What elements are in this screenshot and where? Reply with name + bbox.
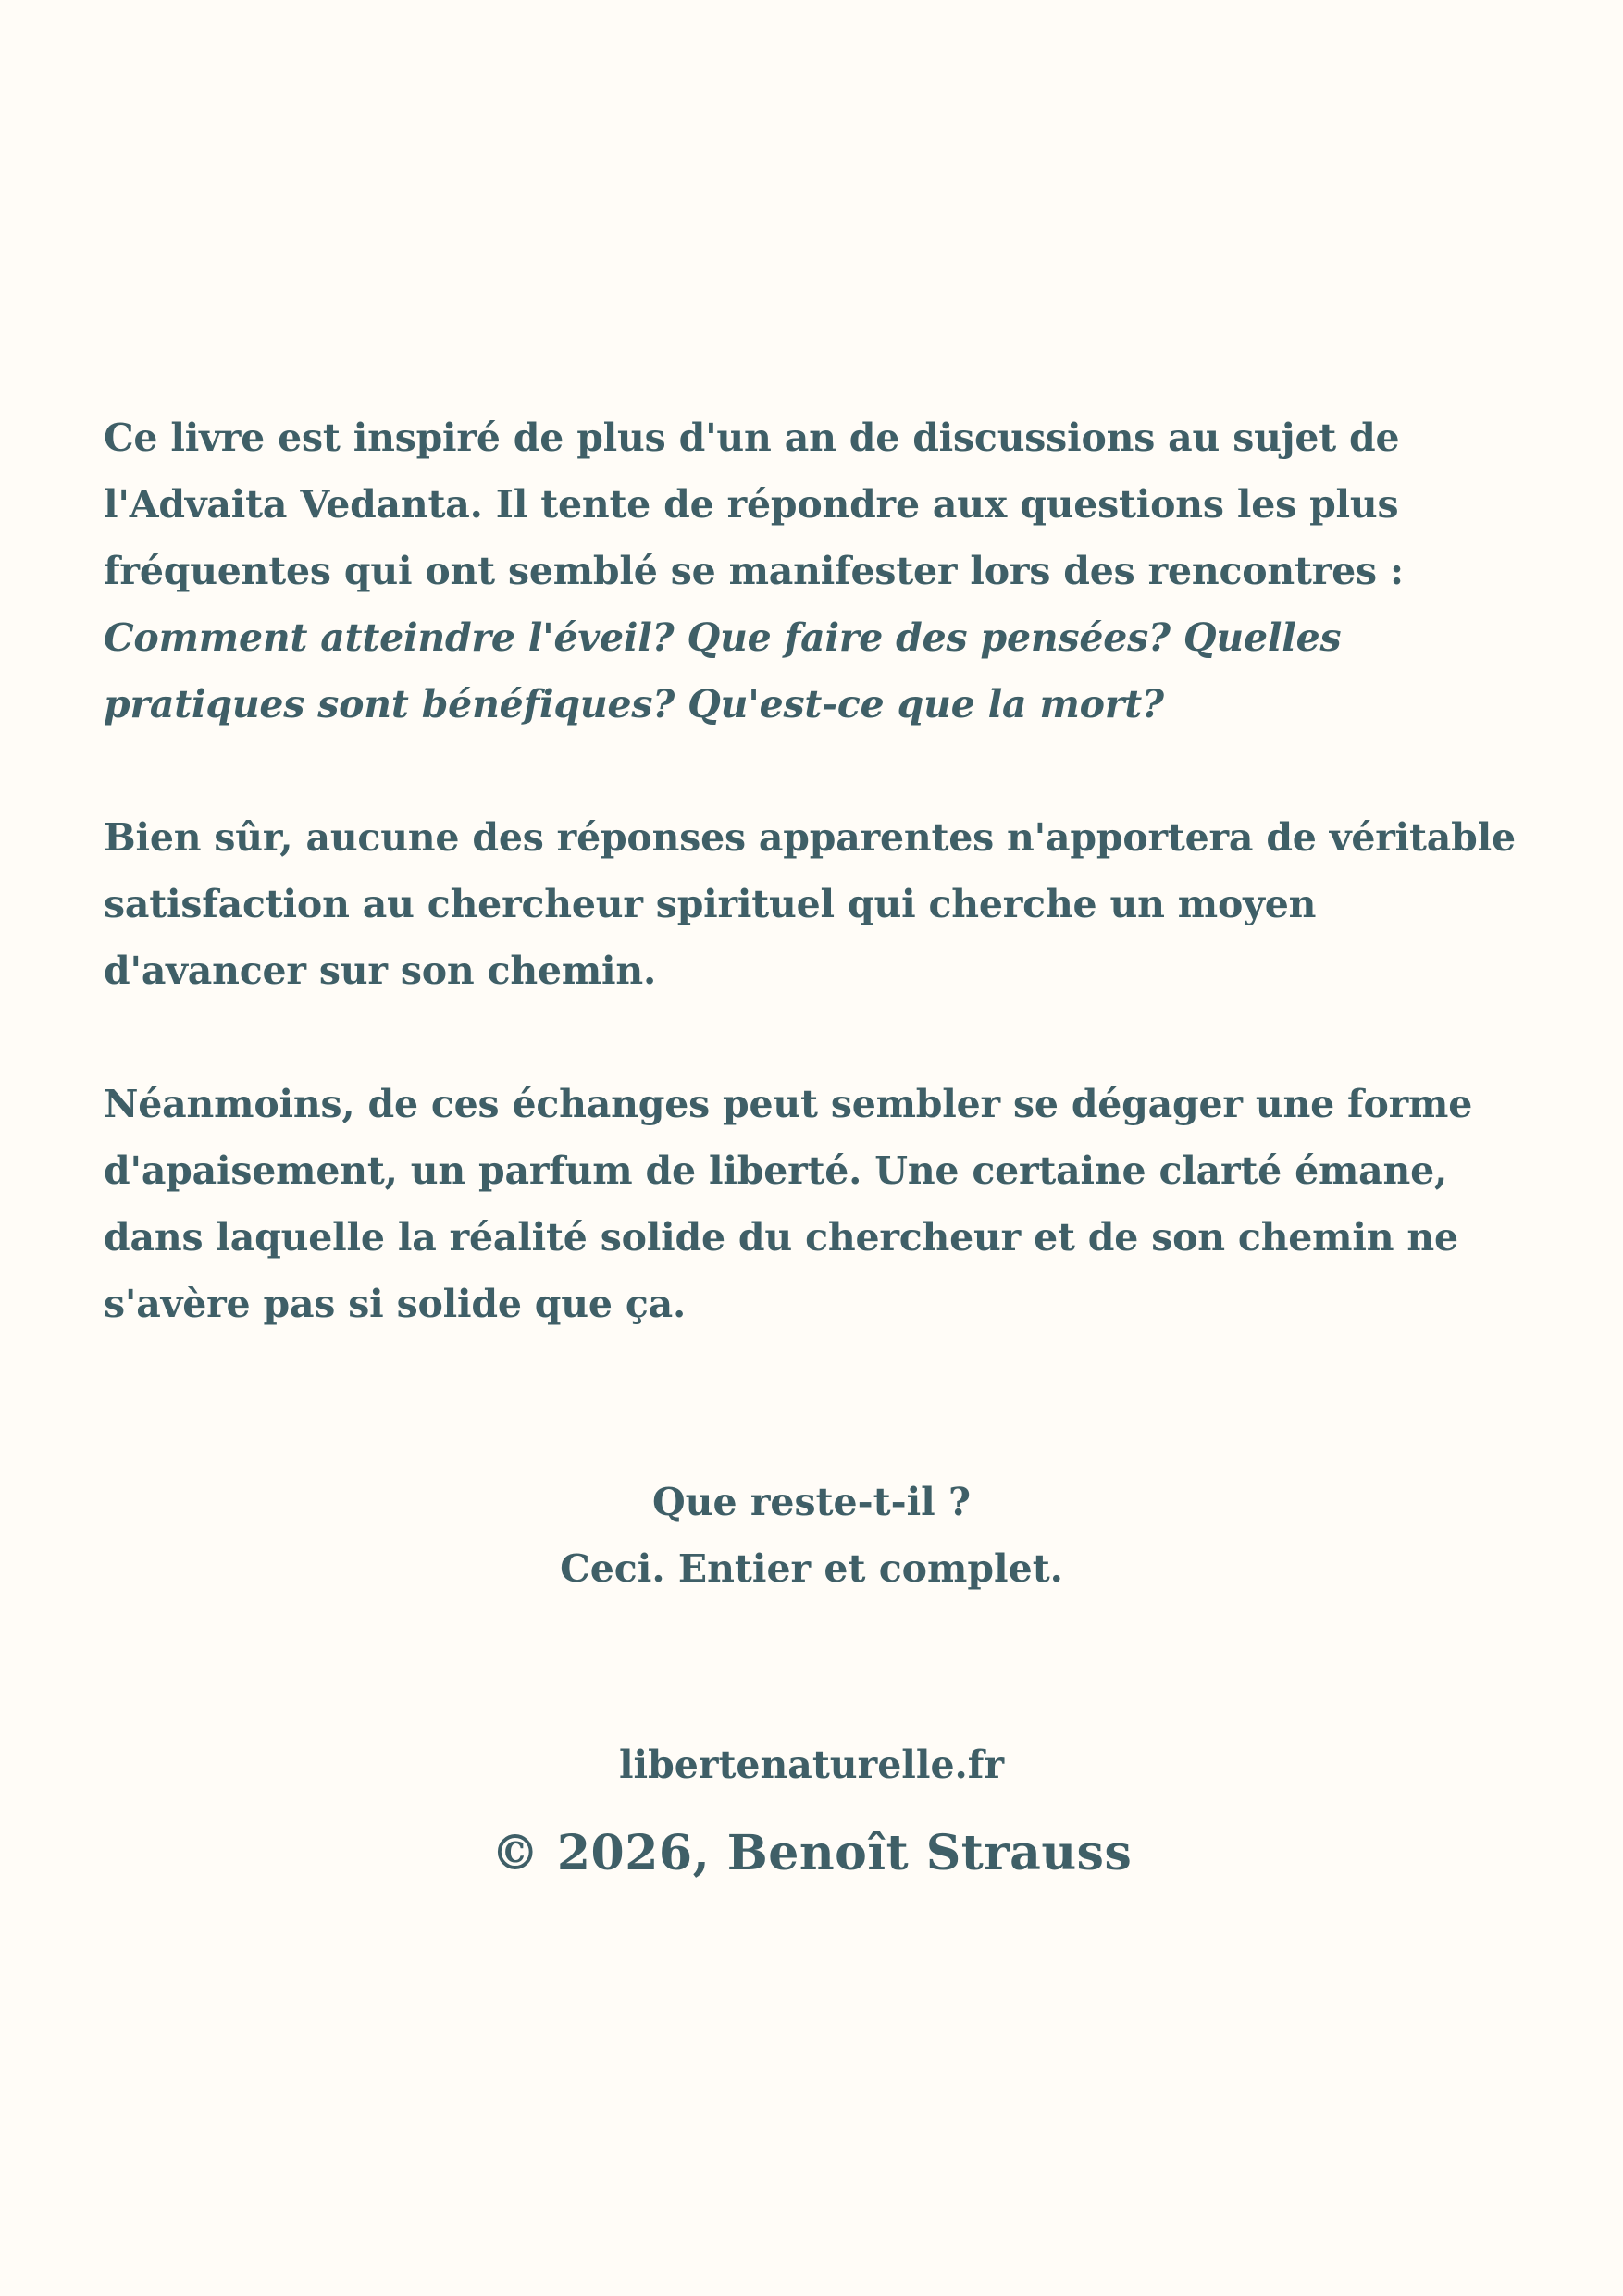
paragraph-clarity: Néanmoins, de ces échanges peut sembler se dégager une forme d'apaisement, un parfum de liberté. Une certaine clarté émane, dans laquelle la réalité solide du chercheur et de son chemin ne s'avère pas si solide que ça. [104,1082,1473,1326]
website-url: libertenaturelle.fr [618,1743,1005,1787]
copyright-notice: © 2026, Benoît Strauss [490,1825,1133,1881]
description-text [104,404,1519,1404]
closing-statement [0,1469,1623,1602]
closing-answer: Ceci. Entier et complet. [560,1546,1063,1591]
paragraph-intro [104,404,1519,738]
closing-question: Que reste-t-il ? [651,1480,972,1524]
paragraph-intro-text: Ce livre est inspiré de plus d'un an de discussions au sujet de l'Advaita Vedanta. Il tente de répondre aux questions les plus fréquentes qui ont semblé se manifester lors des rencontres : [104,416,1404,593]
paragraph-answers: Bien sûr, aucune des réponses apparentes n'apportera de véritable satisfaction au chercheur spirituel qui cherche un moyen d'avancer sur son chemin. [104,815,1516,993]
paragraph-intro-questions: Comment atteindre l'éveil? Que faire des pensées? Quelles pratiques sont bénéfiques? Qu'est-ce que la mort? [104,615,1342,726]
